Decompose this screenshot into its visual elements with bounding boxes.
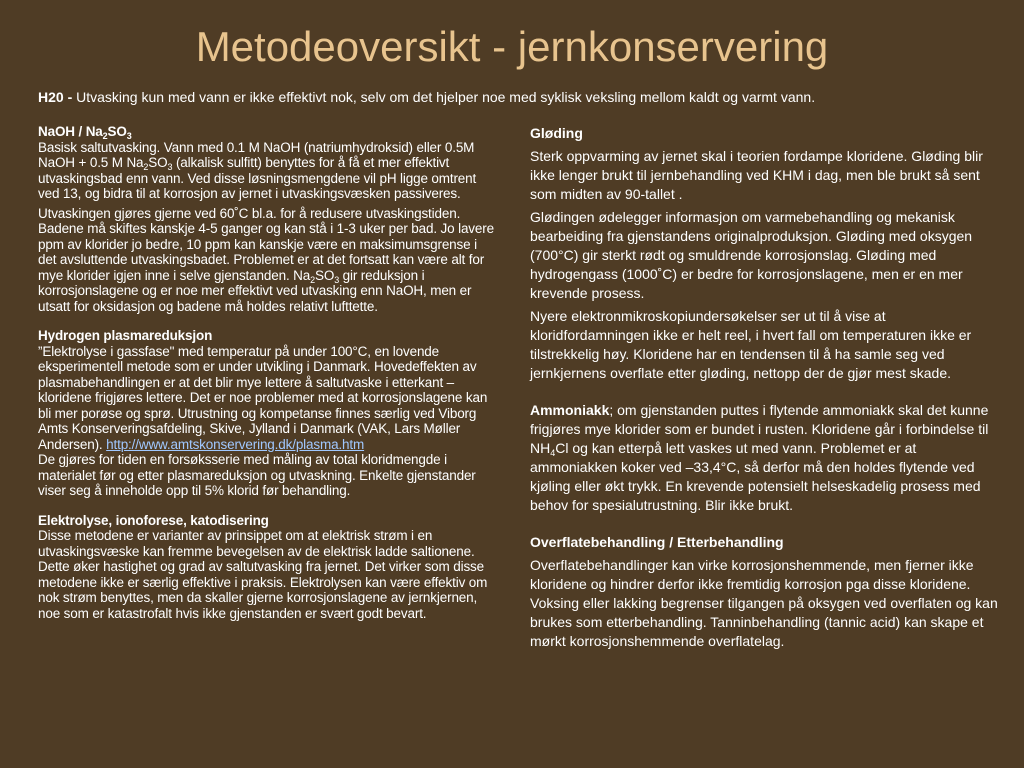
spacer [530, 515, 1000, 533]
naoh-paragraph-2 [38, 206, 496, 315]
text-run: SO [314, 267, 335, 283]
ammoniakk-heading: Ammoniakk [530, 402, 610, 418]
elektrolyse-paragraph: Disse metodene er varianter av prinsippet om at elektrisk strøm i en utvaskingsvæske kan fremme bevegelsen av de elektrisk ladde saltionene. Dette øker hastighet og grad av saltutvasking fra jernet. Det virker som disse metodene ikke er særlig effektive i praksis. Elektrolysen kan være effektiv om nok strøm benyttes, men da skaller gjerne korrosjonslagene av jernkjernen, noe som er katastrofalt hvis ikke gjenstanden er svært godt bevart. [38, 528, 488, 621]
naoh-heading-part: SO [107, 124, 127, 139]
subscript: 2 [102, 131, 108, 141]
naoh-heading-part: NaOH / Na [38, 124, 103, 139]
subscript: 2 [143, 162, 149, 172]
subscript: 4 [550, 448, 556, 458]
subscript: 3 [167, 162, 173, 172]
gloding-heading: Gløding [530, 125, 583, 141]
plasma-heading: Hydrogen plasmareduksjon [38, 328, 213, 343]
intro-text: Utvasking kun med vann er ikke effektivt nok, selv om det hjelper noe med syklisk veksling mellom kaldt og varmt vann. [72, 89, 816, 105]
page-title: Metodeoversikt - jernkonservering [195, 23, 829, 70]
elektrolyse-heading: Elektrolyse, ionoforese, katodisering [38, 512, 269, 528]
subscript: 2 [310, 274, 315, 285]
subscript: 3 [334, 274, 340, 285]
plasma-paragraph-1 [38, 344, 496, 453]
plasma-link[interactable]: http://www.amtskonservering.dk/plasma.htm [106, 436, 365, 452]
intro-paragraph [38, 88, 998, 106]
text-run: gir reduksjon i korrosjonslagene og er noe mer effektivt ved utvasking enn NaOH, men er utsatt for oksidasjon og badene må holdes relativt lufttette. [38, 267, 472, 314]
overflate-heading: Overflatebehandling / Etterbehandling [530, 534, 784, 550]
spacer [38, 499, 496, 513]
naoh-paragraph-1 [38, 140, 496, 202]
overflate-paragraph: Overflatebehandlinger kan virke korrosjonshemmende, men fjerner ikke kloridene og hindrer derfor ikke fremtidig korrosjon pga disse kloridene. Voksing eller lakking begrenser tilgangen på oksygen ved overflaten og kan brukes som etterbehandling. Tanninbehandling (tannic acid) kan skape et mørkt korrosjonshemmende overflatelag. [530, 557, 998, 649]
naoh-heading [38, 124, 496, 140]
gloding-paragraph-3: Nyere elektronmikroskopiundersøkelser ser ut til å vise at kloridfordamningen ikke er helt reel, i hvert fall om temperaturen ikke er tilstrekkelig høy. Kloridene har en tendensen til å ha samle seg ved jernkjernens overflate etter gløding, nettopp der de gjør mest skade. [530, 308, 972, 381]
spacer [38, 314, 496, 328]
plasma-paragraph-2: De gjøres for tiden en forsøksserie med måling av total kloridmengde i materialet før og etter plasmareduksjon og utvaskning. Enkelte gjenstander viser seg å inneholde opp til 5% klorid før behandling. [38, 452, 476, 498]
subscript: 3 [126, 131, 132, 141]
ammoniakk-paragraph [530, 401, 1000, 515]
gloding-paragraph-2: Glødingen ødelegger informasjon om varmebehandling og mekanisk bearbeiding fra gjenstandens originalproduksjon. Gløding med oksygen (700°C) gir sterkt rødt og smuldrende korrosjonslag. Gløding med hydrogengass (1000˚C) er bedre for korrosjonslagene, men er en mer krevende prosess. [530, 209, 973, 301]
text-run: (alkalisk sulfitt) benyttes for å få et mer effektivt utvaskingsbad enn vann. Ved disse løsningsmengdene vil pH ligge omtrent ved 13, og bidra til at korrosjon av jernet i utvaskingsvæsken passiveres. [38, 155, 477, 201]
intro-label: H20 - [38, 89, 73, 105]
gloding-paragraph-1: Sterk oppvarming av jernet skal i teorien fordampe kloridene. Gløding blir ikke lenger brukt til jernbehandling ved KHM i dag, men ble brukt så sent som midten av 90-tallet . [530, 148, 983, 202]
text-run: ; om gjenstanden puttes i flytende ammoniakk skal det kunne frigjøres mye klorider som er bundet i rusten. Kloridene går i forbindelse til NH [530, 402, 989, 456]
text-run: Basisk saltutvasking. Vann med 0.1 M NaOH (natriumhydroksid) eller 0.5M NaOH + 0.5 M Na [38, 139, 475, 170]
text-run: SO [148, 155, 168, 170]
text-run: ”Elektrolyse i gassfase" med temperatur på under 100°C, en lovende eksperimentell metode som er under utvikling i Danmark. Hovedeffekten av plasmabehandlingen er at det blir mye lettere å saltutvaske i etterkant – kloridene frigjøres lettere. Det er noe problemer med at korrosjonslagene kan bli mer porøse og sprø. Utrustning og kompetanse finnes særlig ved Viborg Amts Konserveringsafdeling, Skive, Jylland i Danmark (VAK, Lars Møller Andersen). [38, 343, 488, 452]
left-column [38, 124, 496, 621]
right-column [530, 124, 1000, 651]
spacer [530, 383, 1000, 401]
text-run: Utvaskingen gjøres gjerne ved 60˚C bl.a. for å redusere utvaskingstiden. Badene må skiftes kanskje 4-5 ganger og kan stå i 1-3 uker per bad. Jo lavere ppm av klorider jo bedre, 10 ppm kan kanskje være en maksimumsgrense i det avsluttende utvaskingsbadet. Problemet er at det fortsatt kan være alt for mye klorider igjen inne i selve gjenstanden. Na [38, 205, 494, 283]
text-run: Cl og kan etterpå lett vaskes ut med vann. Problemet er at ammoniakken koker ved –33,4°C, så derfor må den holdes flytende ved kjøling eller økt trykk. En krevende potensielt helseskadelig prosess med behov for spesialutrustning. Blir ikke brukt. [530, 440, 981, 513]
